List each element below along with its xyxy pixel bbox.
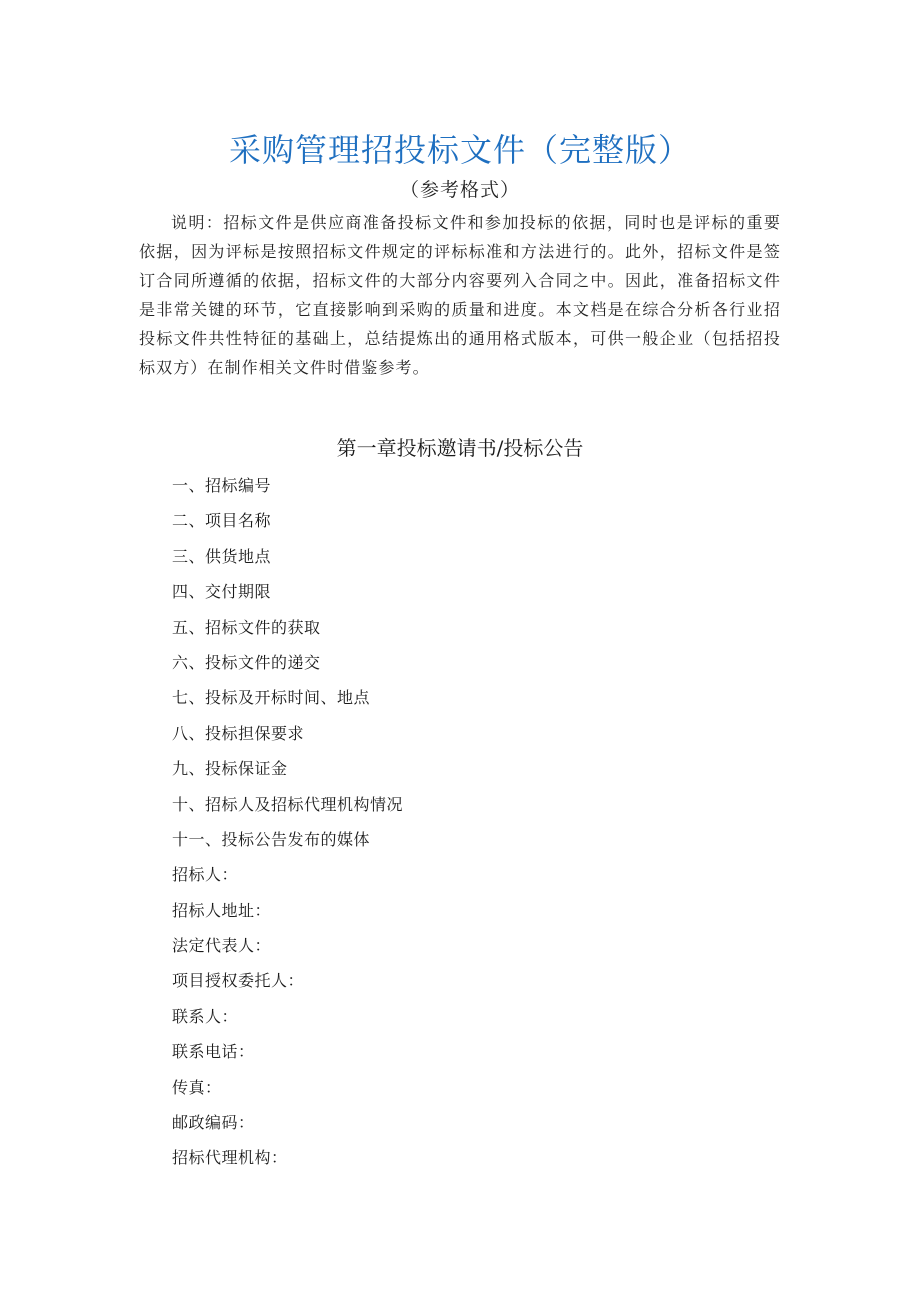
list-item: 六、投标文件的递交	[172, 652, 321, 672]
list-item: 联系人：	[172, 1006, 239, 1026]
list-item: 招标人地址：	[172, 900, 272, 920]
list-item: 九、投标保证金	[172, 759, 288, 779]
chapter-title: 第一章投标邀请书/投标公告	[336, 436, 584, 460]
list-item: 传真：	[172, 1077, 222, 1097]
list-item: 项目授权委托人：	[172, 971, 305, 991]
intro-paragraph: 说明：招标文件是供应商准备投标文件和参加投标的依据，同时也是评标的重要依据，因为评标是按照招标文件规定的评标标准和方法进行的。此外，招标文件是签订合同所遵循的依据，招标文件的大部分内容要列入合同之中。因此，准备招标文件是非常关键的环节，它直接影响到采购的质量和进度。本文档是在综合分析各行业招投标文件共性特征的基础上，总结提炼出的通用格式版本，可供一般企业（包括招投标双方）在制作相关文件时借鉴参考。	[139, 213, 781, 377]
list-item: 十、招标人及招标代理机构情况	[172, 794, 404, 814]
list-item: 十一、投标公告发布的媒体	[172, 829, 371, 849]
document-subtitle: （参考格式）	[399, 179, 520, 201]
list-item: 四、交付期限	[172, 582, 272, 602]
list-item: 法定代表人：	[172, 936, 272, 956]
list-item: 五、招标文件的获取	[172, 617, 321, 637]
chapter-item-list	[172, 473, 403, 1181]
list-item: 七、投标及开标时间、地点	[172, 688, 371, 708]
list-item: 一、招标编号	[172, 476, 272, 495]
list-item: 邮政编码：	[172, 1113, 255, 1133]
list-item: 招标代理机构：	[172, 1148, 288, 1168]
list-item: 招标人：	[172, 865, 239, 885]
list-item: 联系电话：	[172, 1042, 255, 1062]
list-item: 二、项目名称	[172, 511, 272, 531]
document-title: 采购管理招投标文件（完整版）	[228, 131, 691, 169]
list-item: 八、投标担保要求	[172, 723, 305, 743]
list-item: 三、供货地点	[172, 546, 272, 566]
